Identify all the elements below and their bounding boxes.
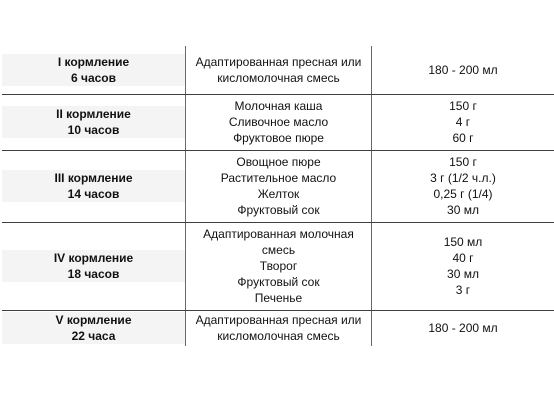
food-line: смесь xyxy=(261,243,296,257)
amount-line: 180 - 200 мл xyxy=(428,321,498,336)
amount-line: 0,25 г (1/4) xyxy=(433,187,493,201)
feeding-schedule-table xyxy=(2,46,554,346)
feeding-title: II кормление xyxy=(2,106,185,122)
feeding-time: 14 часов xyxy=(2,186,185,202)
feeding-time: 10 часов xyxy=(2,122,185,138)
food-cell xyxy=(186,222,372,310)
feeding-time-cell xyxy=(2,46,186,94)
amount-line: 40 г xyxy=(452,251,474,265)
food-line: Адаптированная пресная или xyxy=(195,313,362,328)
amount-line: 3 г (1/2 ч.л.) xyxy=(430,171,496,185)
feeding-title: I кормление xyxy=(2,54,185,70)
food-cell xyxy=(186,150,372,222)
table-row xyxy=(2,150,554,222)
table-row xyxy=(2,222,554,310)
feeding-title: III кормление xyxy=(2,170,185,186)
feeding-title: V кормление xyxy=(2,312,185,328)
amount-line: 150 мл xyxy=(443,235,483,249)
table-row xyxy=(2,94,554,150)
food-line: Адаптированная пресная или xyxy=(195,54,362,69)
amount-line: 30 мл xyxy=(447,203,479,217)
feeding-time-cell xyxy=(2,310,186,346)
food-line: Фруктовый сок xyxy=(237,203,320,217)
feeding-time-cell xyxy=(2,222,186,310)
feeding-time: 22 часа xyxy=(2,328,185,344)
feeding-title: IV кормление xyxy=(2,250,185,266)
amount-line: 180 - 200 мл xyxy=(428,62,498,77)
food-line: Фруктовый сок xyxy=(237,275,320,289)
amount-cell xyxy=(372,310,554,346)
amount-line: 60 г xyxy=(452,131,474,145)
food-line: Растительное масло xyxy=(220,171,337,185)
amount-cell xyxy=(372,150,554,222)
food-cell xyxy=(186,94,372,150)
food-cell xyxy=(186,310,372,346)
food-line: Сливочное масло xyxy=(228,115,329,129)
food-line: Творог xyxy=(259,259,298,273)
amount-line: 3 г xyxy=(455,283,471,297)
feeding-time: 6 часов xyxy=(2,70,185,86)
feeding-time-cell xyxy=(2,94,186,150)
amount-line: 30 мл xyxy=(447,267,479,281)
feeding-time: 18 часов xyxy=(2,266,185,282)
food-line: Желток xyxy=(257,187,300,201)
amount-line: 150 г xyxy=(449,155,477,169)
table-row xyxy=(2,310,554,346)
amount-cell xyxy=(372,94,554,150)
table-row xyxy=(2,46,554,94)
food-line: Молочная каша xyxy=(234,99,323,113)
amount-cell xyxy=(372,46,554,94)
food-line: кисломолочная смесь xyxy=(217,70,340,85)
amount-cell xyxy=(372,222,554,310)
amount-line: 150 г xyxy=(449,99,477,113)
food-cell xyxy=(186,46,372,94)
food-line: Овощное пюре xyxy=(236,155,321,169)
food-line: кисломолочная смесь xyxy=(217,329,340,344)
feeding-time-cell xyxy=(2,150,186,222)
amount-line: 4 г xyxy=(455,115,471,129)
food-line: Фруктовое пюре xyxy=(233,131,324,145)
food-line: Адаптированная молочная xyxy=(203,227,354,241)
food-line: Печенье xyxy=(254,291,303,305)
